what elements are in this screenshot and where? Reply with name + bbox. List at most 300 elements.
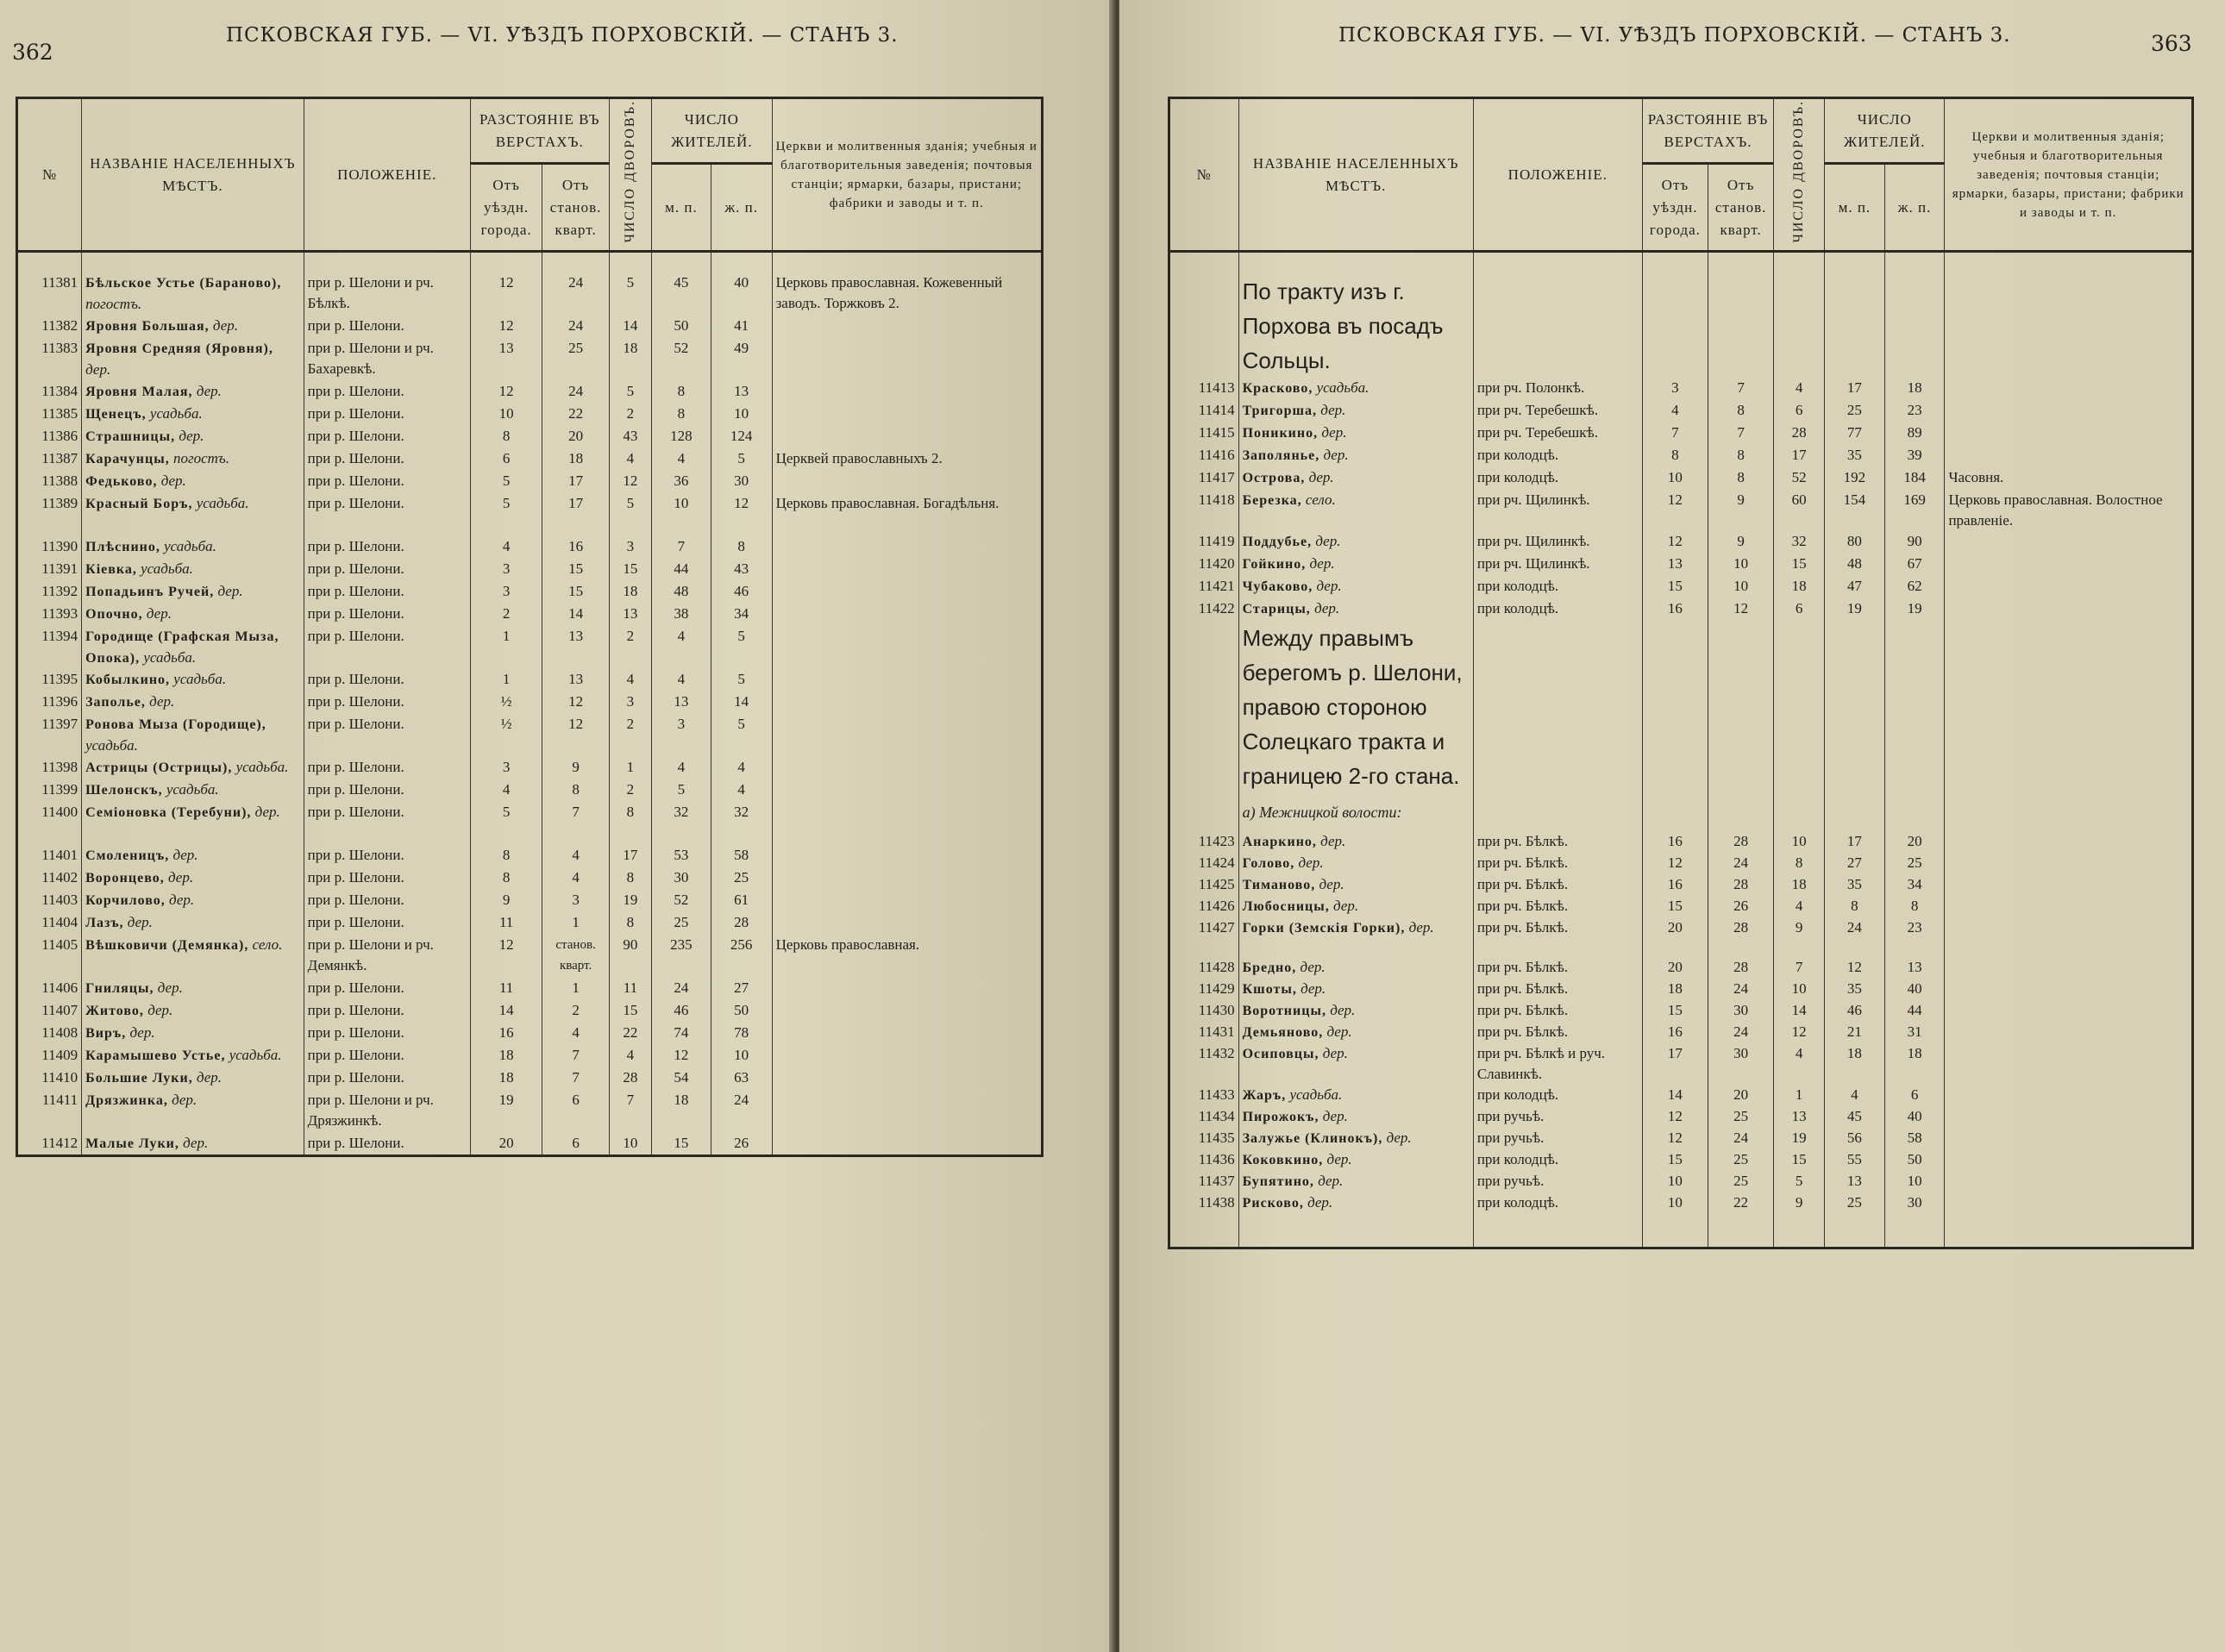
section-text: По тракту изъ г. Порхова въ посадъ Сольцы. xyxy=(1238,274,1473,378)
empty-cell xyxy=(1169,621,1239,793)
notes: Церковь православная. xyxy=(772,935,1042,978)
distance-stan: 24 xyxy=(1708,1128,1774,1149)
position: при колодцѣ. xyxy=(1473,445,1642,467)
yards-count: 14 xyxy=(609,316,651,338)
place-kind: дер. xyxy=(1322,1107,1348,1124)
distance-stan: 10 xyxy=(1708,576,1774,598)
distance-town: 18 xyxy=(470,1067,542,1090)
col-header-dist-town: Отъ уѣздн. города. xyxy=(1642,164,1708,252)
table-row xyxy=(1169,378,2193,400)
position: при р. Шелони и рч. Дрязжинкѣ. xyxy=(304,1090,470,1133)
empty-cell xyxy=(1884,252,1945,274)
page-number: 363 xyxy=(2151,31,2192,56)
male-count: 52 xyxy=(652,890,711,912)
entry-number: 11395 xyxy=(17,669,82,691)
table-row xyxy=(1169,1022,2193,1043)
female-count: 184 xyxy=(1884,467,1945,490)
table-row xyxy=(17,867,1043,890)
entry-number: 11386 xyxy=(17,426,82,448)
empty-cell xyxy=(711,252,772,272)
entry-number: 11426 xyxy=(1169,896,1239,917)
male-count: 12 xyxy=(652,1045,711,1067)
place-name: Яровня Средняя (Яровня), xyxy=(85,341,273,356)
entry-number: 11410 xyxy=(17,1067,82,1090)
place-kind: дер. xyxy=(196,382,222,399)
table-row xyxy=(17,581,1043,604)
distance-stan: 4 xyxy=(542,845,609,867)
table-row xyxy=(17,802,1043,845)
male-count: 24 xyxy=(1825,917,1885,957)
place-name-cell xyxy=(1238,531,1473,554)
distance-stan: 30 xyxy=(1708,1043,1774,1085)
female-count: 41 xyxy=(711,316,772,338)
notes xyxy=(1945,400,2193,422)
place-kind: дер. xyxy=(1314,599,1340,616)
table-row xyxy=(1169,422,2193,445)
table-row xyxy=(1169,853,2193,874)
female-count: 40 xyxy=(1884,979,1945,1000)
distance-stan: 26 xyxy=(1708,896,1774,917)
place-name-cell xyxy=(1238,445,1473,467)
female-count: 12 xyxy=(711,493,772,536)
yards-count: 10 xyxy=(1774,979,1825,1000)
place-name: Любосницы, xyxy=(1242,898,1330,914)
yards-count: 17 xyxy=(609,845,651,867)
yards-count: 8 xyxy=(1774,853,1825,874)
empty-cell xyxy=(1884,793,1945,831)
distance-stan: 6 xyxy=(542,1090,609,1133)
position: при р. Шелони. xyxy=(304,448,470,471)
yards-count: 4 xyxy=(1774,378,1825,400)
position: при р. Шелони. xyxy=(304,714,470,757)
position: при р. Шелони. xyxy=(304,493,470,536)
notes xyxy=(1945,957,2193,979)
male-count: 48 xyxy=(652,581,711,604)
place-name: Лазъ, xyxy=(85,915,124,930)
distance-stan: 9 xyxy=(1708,531,1774,554)
distance-stan: 24 xyxy=(542,316,609,338)
place-name: Семiоновка (Теребуни), xyxy=(85,804,252,820)
distance-stan: 17 xyxy=(542,471,609,493)
notes xyxy=(1945,1000,2193,1022)
place-name: Карачунцы, xyxy=(85,451,170,466)
yards-count: 9 xyxy=(1774,1192,1825,1214)
empty-cell xyxy=(1708,274,1774,378)
spacer-row xyxy=(17,252,1043,272)
col-header-position: ПОЛОЖЕНІЕ. xyxy=(304,98,470,252)
place-name: Залужье (Клинокъ), xyxy=(1242,1130,1383,1146)
place-kind: дер. xyxy=(183,1134,209,1151)
place-name: Корчилово, xyxy=(85,892,166,908)
col-header-yards: ЧИСЛО ДВОРОВЪ. xyxy=(609,98,651,252)
place-name: Малые Луки, xyxy=(85,1136,179,1151)
place-name-cell xyxy=(82,757,304,779)
distance-town: 15 xyxy=(1642,576,1708,598)
entry-number: 11399 xyxy=(17,779,82,802)
place-name: Тиманово, xyxy=(1242,877,1316,892)
female-count: 24 xyxy=(711,1090,772,1133)
empty-cell xyxy=(1774,621,1825,793)
place-kind: дер. xyxy=(169,891,195,908)
subsection-heading xyxy=(1169,793,2193,831)
entry-number: 11389 xyxy=(17,493,82,536)
table-row xyxy=(17,381,1043,404)
place-name: Карамышево Устье, xyxy=(85,1048,226,1063)
distance-town: 4 xyxy=(470,536,542,559)
female-count: 5 xyxy=(711,669,772,691)
place-name: Щенецъ, xyxy=(85,406,147,422)
yards-count: 2 xyxy=(609,626,651,669)
position: при рч. Бѣлкѣ. xyxy=(1473,896,1642,917)
place-name-cell xyxy=(82,802,304,845)
place-name-cell xyxy=(1238,378,1473,400)
empty-cell xyxy=(1774,274,1825,378)
section-text: Между правымъ берегомъ р. Шелони, правою стороною Солецкаго тракта и границею 2-го стана. xyxy=(1238,621,1473,793)
place-name: Рисково, xyxy=(1242,1195,1304,1211)
census-table-right xyxy=(1168,97,2194,1249)
page-number: 362 xyxy=(12,40,53,65)
distance-stan: 12 xyxy=(542,714,609,757)
table-row xyxy=(1169,957,2193,979)
table-row xyxy=(1169,1085,2193,1106)
empty-cell xyxy=(1473,274,1642,378)
male-count: 77 xyxy=(1825,422,1885,445)
table-row xyxy=(1169,1128,2193,1149)
yards-count: 9 xyxy=(1774,917,1825,957)
col-header-population: ЧИСЛО ЖИТЕЛЕЙ. xyxy=(652,98,773,164)
place-kind: дер. xyxy=(172,1091,197,1108)
table-body-left xyxy=(17,252,1043,1156)
notes xyxy=(772,669,1042,691)
table-row xyxy=(17,426,1043,448)
position: при р. Шелони. xyxy=(304,978,470,1000)
place-name: Кобылкино, xyxy=(85,672,171,687)
notes xyxy=(772,779,1042,802)
notes xyxy=(1945,831,2193,853)
place-name-cell xyxy=(1238,1085,1473,1106)
notes xyxy=(772,978,1042,1000)
place-kind: дер. xyxy=(157,979,183,996)
yards-count: 13 xyxy=(1774,1106,1825,1128)
empty-cell xyxy=(1774,793,1825,831)
empty-cell xyxy=(1642,621,1708,793)
yards-count: 10 xyxy=(1774,831,1825,853)
place-name: Попадьинъ Ручей, xyxy=(85,584,215,599)
female-count: 40 xyxy=(711,272,772,316)
table-body-right xyxy=(1169,252,2193,1248)
entry-number: 11404 xyxy=(17,912,82,935)
empty-cell xyxy=(1238,252,1473,274)
yards-count: 12 xyxy=(1774,1022,1825,1043)
place-name: Красково, xyxy=(1242,380,1313,396)
male-count: 48 xyxy=(1825,554,1885,576)
male-count: 45 xyxy=(1825,1106,1885,1128)
male-count: 154 xyxy=(1825,490,1885,531)
entry-number: 11382 xyxy=(17,316,82,338)
male-count: 21 xyxy=(1825,1022,1885,1043)
table-row xyxy=(17,559,1043,581)
table-row xyxy=(17,714,1043,757)
distance-town: 12 xyxy=(470,316,542,338)
entry-number: 11415 xyxy=(1169,422,1239,445)
position: при р. Шелони. xyxy=(304,867,470,890)
notes xyxy=(772,802,1042,845)
empty-cell xyxy=(1825,1214,1885,1248)
notes xyxy=(1945,917,2193,957)
male-count: 4 xyxy=(1825,1085,1885,1106)
notes xyxy=(772,845,1042,867)
distance-town: 20 xyxy=(470,1133,542,1156)
yards-count: 7 xyxy=(1774,957,1825,979)
place-name-cell xyxy=(82,404,304,426)
table-row xyxy=(17,604,1043,626)
place-name-cell xyxy=(1238,1128,1473,1149)
yards-count: 19 xyxy=(1774,1128,1825,1149)
notes: Церковь православная. Кожевенный заводъ. Торжковъ 2. xyxy=(772,272,1042,316)
position: при р. Шелони. xyxy=(304,404,470,426)
notes xyxy=(772,867,1042,890)
notes xyxy=(1945,1171,2193,1192)
col-header-name: НАЗВАНІЕ НАСЕЛЕННЫХЪ МѢСТЪ. xyxy=(82,98,304,252)
entry-number: 11429 xyxy=(1169,979,1239,1000)
distance-stan: 24 xyxy=(1708,853,1774,874)
empty-cell xyxy=(1473,793,1642,831)
female-count: 89 xyxy=(1884,422,1945,445)
position: при рч. Бѣлкѣ. xyxy=(1473,979,1642,1000)
empty-cell xyxy=(1945,274,2193,378)
col-header-male: м. п. xyxy=(652,164,711,252)
position: при колодцѣ. xyxy=(1473,467,1642,490)
entry-number: 11435 xyxy=(1169,1128,1239,1149)
entry-number: 11383 xyxy=(17,338,82,381)
distance-stan: 3 xyxy=(542,890,609,912)
distance-town: 11 xyxy=(470,912,542,935)
female-count: 34 xyxy=(1884,874,1945,896)
yards-count: 28 xyxy=(609,1067,651,1090)
female-count: 5 xyxy=(711,714,772,757)
position: при рч. Теребешкѣ. xyxy=(1473,422,1642,445)
place-kind: усадьба. xyxy=(166,780,219,798)
female-count: 26 xyxy=(711,1133,772,1156)
place-name-cell xyxy=(1238,1022,1473,1043)
notes xyxy=(772,316,1042,338)
entry-number: 11425 xyxy=(1169,874,1239,896)
place-name-cell xyxy=(1238,979,1473,1000)
distance-town: 7 xyxy=(1642,422,1708,445)
yards-count: 18 xyxy=(609,338,651,381)
distance-stan: 12 xyxy=(1708,598,1774,621)
place-name-cell xyxy=(82,493,304,536)
entry-number: 11436 xyxy=(1169,1149,1239,1171)
empty-cell xyxy=(1169,1214,1239,1248)
distance-stan: 25 xyxy=(542,338,609,381)
distance-town: 12 xyxy=(1642,853,1708,874)
place-name: Жаръ, xyxy=(1242,1087,1287,1103)
empty-cell xyxy=(1884,621,1945,793)
yards-count: 2 xyxy=(609,714,651,757)
empty-cell xyxy=(304,252,470,272)
notes xyxy=(1945,1043,2193,1085)
place-kind: дер. xyxy=(212,316,239,334)
entry-number: 11388 xyxy=(17,471,82,493)
entry-number: 11384 xyxy=(17,381,82,404)
male-count: 235 xyxy=(652,935,711,978)
table-row xyxy=(1169,1000,2193,1022)
place-kind: дер. xyxy=(1301,979,1326,997)
entry-number: 11422 xyxy=(1169,598,1239,621)
male-count: 27 xyxy=(1825,853,1885,874)
empty-cell xyxy=(1473,1214,1642,1248)
table-row xyxy=(1169,576,2193,598)
place-kind: усадьба. xyxy=(164,537,216,554)
distance-town: 18 xyxy=(1642,979,1708,1000)
position: при колодцѣ. xyxy=(1473,1149,1642,1171)
female-count: 14 xyxy=(711,691,772,714)
table-row xyxy=(17,1090,1043,1133)
place-kind: дер. xyxy=(1386,1129,1412,1146)
entry-number: 11421 xyxy=(1169,576,1239,598)
distance-town: 8 xyxy=(470,845,542,867)
male-count: 35 xyxy=(1825,874,1885,896)
female-count: 27 xyxy=(711,978,772,1000)
male-count: 5 xyxy=(652,779,711,802)
entry-number: 11431 xyxy=(1169,1022,1239,1043)
distance-town: 15 xyxy=(1642,896,1708,917)
notes xyxy=(1945,1085,2193,1106)
table-row xyxy=(1169,831,2193,853)
table-row xyxy=(1169,445,2193,467)
distance-town: 16 xyxy=(1642,1022,1708,1043)
place-name-cell xyxy=(1238,1171,1473,1192)
place-kind: дер. xyxy=(1316,577,1342,594)
entry-number: 11387 xyxy=(17,448,82,471)
notes xyxy=(1945,853,2193,874)
table-row xyxy=(17,1045,1043,1067)
distance-town: 14 xyxy=(470,1000,542,1023)
place-name-cell xyxy=(82,1045,304,1067)
distance-town: 20 xyxy=(1642,957,1708,979)
place-kind: усадьба. xyxy=(1316,379,1369,396)
empty-cell xyxy=(1945,621,2193,793)
notes xyxy=(772,912,1042,935)
entry-number: 11393 xyxy=(17,604,82,626)
entry-number: 11390 xyxy=(17,536,82,559)
distance-town: 16 xyxy=(470,1023,542,1045)
distance-town: 5 xyxy=(470,471,542,493)
notes xyxy=(1945,531,2193,554)
place-name: Бупятино, xyxy=(1242,1173,1314,1189)
table-row xyxy=(1169,598,2193,621)
distance-town: 11 xyxy=(470,978,542,1000)
place-kind: дер. xyxy=(147,1001,173,1018)
position: при р. Шелони. xyxy=(304,471,470,493)
distance-stan: 22 xyxy=(1708,1192,1774,1214)
position: при р. Шелони. xyxy=(304,536,470,559)
empty-cell xyxy=(1825,793,1885,831)
entry-number: 11412 xyxy=(17,1133,82,1156)
empty-cell xyxy=(1945,793,2193,831)
place-kind: дер. xyxy=(1330,1001,1356,1018)
place-name: Большие Луки, xyxy=(85,1070,193,1086)
female-count: 10 xyxy=(711,404,772,426)
table-row xyxy=(17,272,1043,316)
distance-town: 10 xyxy=(1642,467,1708,490)
distance-stan: 15 xyxy=(542,581,609,604)
yards-count: 19 xyxy=(609,890,651,912)
census-table-left xyxy=(16,97,1044,1157)
entry-number: 11408 xyxy=(17,1023,82,1045)
empty-cell xyxy=(1169,252,1239,274)
yards-count: 18 xyxy=(609,581,651,604)
table-row xyxy=(1169,531,2193,554)
section-heading xyxy=(1169,621,2193,793)
female-count: 49 xyxy=(711,338,772,381)
position: при рч. Полонкѣ. xyxy=(1473,378,1642,400)
yards-count: 32 xyxy=(1774,531,1825,554)
distance-stan: 20 xyxy=(1708,1085,1774,1106)
position: при колодцѣ. xyxy=(1473,576,1642,598)
place-kind: дер. xyxy=(146,604,172,622)
col-header-no: № xyxy=(17,98,82,252)
table-row xyxy=(17,669,1043,691)
col-header-notes: Церкви и молитвенныя зданія; учебныя и благотворительныя заведенія; почтовыя станціи; ярмарки, базары, пристани; фабрики и заводы и т. п. xyxy=(1945,98,2193,252)
female-count: 5 xyxy=(711,448,772,471)
yards-count: 22 xyxy=(609,1023,651,1045)
distance-town: 12 xyxy=(1642,490,1708,531)
female-count: 46 xyxy=(711,581,772,604)
place-kind: село. xyxy=(1305,491,1336,508)
place-name-cell xyxy=(1238,1106,1473,1128)
col-header-dist-stan: Отъ станов. кварт. xyxy=(1708,164,1774,252)
notes: Церковь православная. Волостное правленiе. xyxy=(1945,490,2193,531)
place-name: Бредно, xyxy=(1242,960,1297,975)
place-name-cell xyxy=(82,1067,304,1090)
place-name: Страшницы, xyxy=(85,429,176,444)
yards-count: 90 xyxy=(609,935,651,978)
notes xyxy=(772,381,1042,404)
distance-stan: 12 xyxy=(542,691,609,714)
empty-cell xyxy=(1169,274,1239,378)
notes xyxy=(772,604,1042,626)
place-name: Яровня Малая, xyxy=(85,384,193,399)
notes xyxy=(772,1000,1042,1023)
yards-count: 3 xyxy=(609,536,651,559)
place-name: Виръ, xyxy=(85,1025,127,1041)
place-name-cell xyxy=(1238,896,1473,917)
place-kind: дер. xyxy=(1319,875,1344,892)
distance-town: 1 xyxy=(470,626,542,669)
distance-town: 3 xyxy=(470,559,542,581)
female-count: 23 xyxy=(1884,400,1945,422)
distance-town: 4 xyxy=(1642,400,1708,422)
empty-cell xyxy=(609,252,651,272)
entry-number: 11424 xyxy=(1169,853,1239,874)
place-name: Плѣснино, xyxy=(85,539,160,554)
distance-town: 5 xyxy=(470,493,542,536)
table-row xyxy=(17,316,1043,338)
place-kind: усадьба. xyxy=(1289,1086,1343,1103)
yards-count: 6 xyxy=(1774,400,1825,422)
notes xyxy=(772,890,1042,912)
empty-cell xyxy=(1642,252,1708,274)
distance-town: 12 xyxy=(470,381,542,404)
male-count: 50 xyxy=(652,316,711,338)
col-header-notes: Церкви и молитвенныя зданія; учебныя и благотворительныя заведенія; почтовыя станціи; ярмарки, базары, пристани; фабрики и заводы и т. п. xyxy=(772,98,1042,252)
position: при р. Шелони. xyxy=(304,779,470,802)
yards-count: 4 xyxy=(609,1045,651,1067)
table-row xyxy=(17,471,1043,493)
entry-number: 11418 xyxy=(1169,490,1239,531)
